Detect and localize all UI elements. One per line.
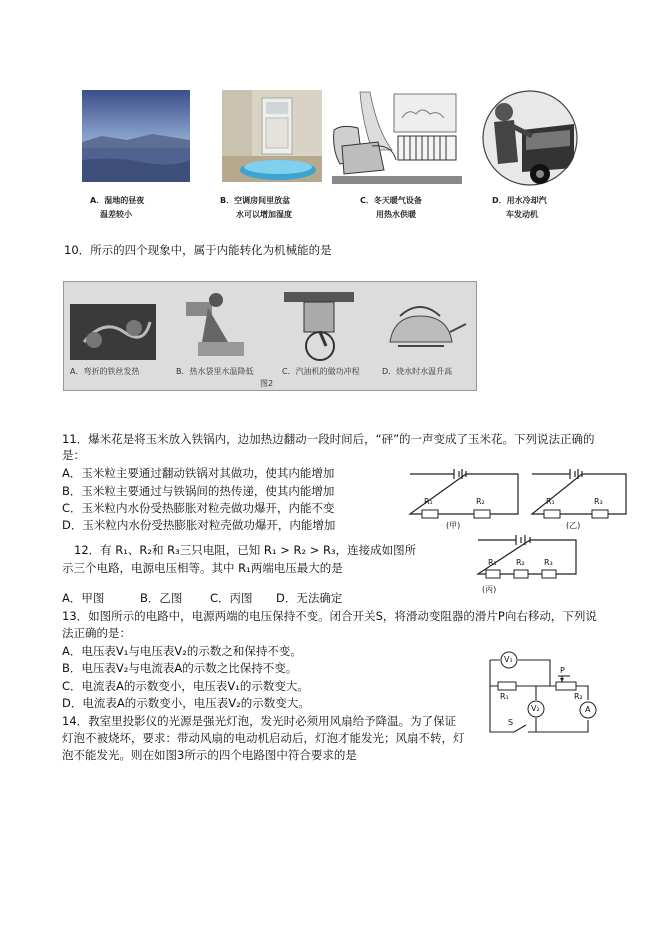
caption-b-line2: 水可以增加湿度 [236,210,292,219]
q12-option-c: C．丙图 [210,591,253,605]
q11-line2: 是： [62,448,85,462]
circuit-bing-r1: R₁ [488,558,497,567]
q13-line2: 法正确的是： [62,626,131,640]
q13-line1: 13．如图所示的电路中，电源两端的电压保持不变。闭合开关S，将滑动变阻器的滑片P向右移动，下列说 [62,609,597,623]
caption-c-line2: 用热水供暖 [376,210,416,219]
q10-caption-a: A．弯折的铁丝发热 [70,367,140,376]
caption-d-line1: D．用水冷却汽 [492,196,547,205]
circuit-bing-r2: R₂ [516,558,525,567]
caption-d-line2: 车发动机 [506,210,538,219]
caption-a-line2: 温差较小 [100,210,132,219]
q13-r2-label: R₂ [574,692,583,701]
circuit-jia-r-right: R₂ [476,497,485,506]
caption-a-line1: A．湿地的昼夜 [90,196,145,205]
q11-option-b: B．玉米粒主要通过与铁锅间的热传递，使其内能增加 [62,484,335,498]
q12-line2: 示三个电路，电源电压相等。其中 R₁两端电压最大的是 [62,561,343,575]
photo-wetland [82,90,190,182]
q13-a-label: A [585,705,591,714]
q11-option-c: C．玉米粒内水份受热膨胀对粒壳做功爆开，内能不变 [62,501,335,515]
q13-v2-label: V₂ [531,704,540,713]
q11-line1: 11．爆米花是将玉米放入铁锅内，边加热边翻动一段时间后，“砰”的一声变成了玉米花。下列说法正确的 [62,432,595,446]
q13-v1-label: V₁ [504,655,513,664]
caption-b-line1: B．空调房间里放盆 [220,196,291,205]
circuit-jia-label: (甲) [446,521,461,530]
q13-option-a: A．电压表V₁与电压表V₂的示数之和保持不变。 [62,644,302,658]
circuit-yi-r-left: R₁ [546,497,555,506]
circuit-jia-r-left: R₁ [424,497,433,506]
circuit-bing-label: (丙) [482,585,497,594]
q10-text: 10．所示的四个现象中，属于内能转化为机械能的是 [64,243,332,257]
q12-option-d: D．无法确定 [276,591,343,605]
photo-car-engine-cooling [482,90,578,186]
q11-option-a: A．玉米粒主要通过翻动铁锅对其做功，使其内能增加 [62,466,335,480]
q10-caption-d: D．烧水时水温升高 [382,367,453,376]
circuit-bing [476,530,580,600]
q13-s-label: S [508,718,514,727]
q11-option-d: D．玉米粒内水份受热膨胀对粒壳做功爆开，内能增加 [62,518,336,532]
q12-line1: 12．有 R₁、R₂和 R₃三只电阻，已知 R₁ > R₂ > R₃，连接成如图所 [74,543,417,557]
q10-figure-label: 图2 [260,379,274,388]
circuit-yi-r-right: R₃ [594,497,603,506]
q10-caption-b: B．热水袋里水温降低 [176,367,254,376]
circuit-bing-r3: R₃ [544,558,553,567]
q14-line1: 14．教室里投影仪的光源是强光灯泡，发光时必须用风扇给予降温。为了保证 [62,714,457,728]
photo-radiator-heating [332,90,462,184]
q12-option-b: B．乙图 [140,591,183,605]
circuit-jia [408,466,520,530]
q13-option-c: C．电流表A的示数变小，电压表V₁的示数变大。 [62,679,309,693]
q12-option-a: A．甲图 [62,591,105,605]
q14-line3: 泡不能发光。则在如图3所示的四个电路图中符合要求的是 [62,748,357,762]
q10-caption-c: C．汽油机的做功冲程 [282,367,360,376]
photo-air-conditioner-basin [222,90,322,182]
q14-line2: 灯泡不被烧坏，要求：带动风扇的电动机启动后，灯泡才能发光；风扇不转，灯 [62,731,465,745]
q13-option-b: B．电压表V₂与电流表A的示数之比保持不变。 [62,661,298,675]
q13-option-d: D．电流表A的示数变小，电压表V₂的示数变大。 [62,696,310,710]
q13-r1-label: R₁ [500,692,509,701]
q13-circuit [476,648,604,738]
circuit-yi-label: (乙) [566,521,581,530]
q13-p-label: P [560,666,565,675]
circuit-yi [530,466,630,530]
caption-c-line1: C．冬天暖气设备 [360,196,422,205]
q10-figure [63,281,477,391]
